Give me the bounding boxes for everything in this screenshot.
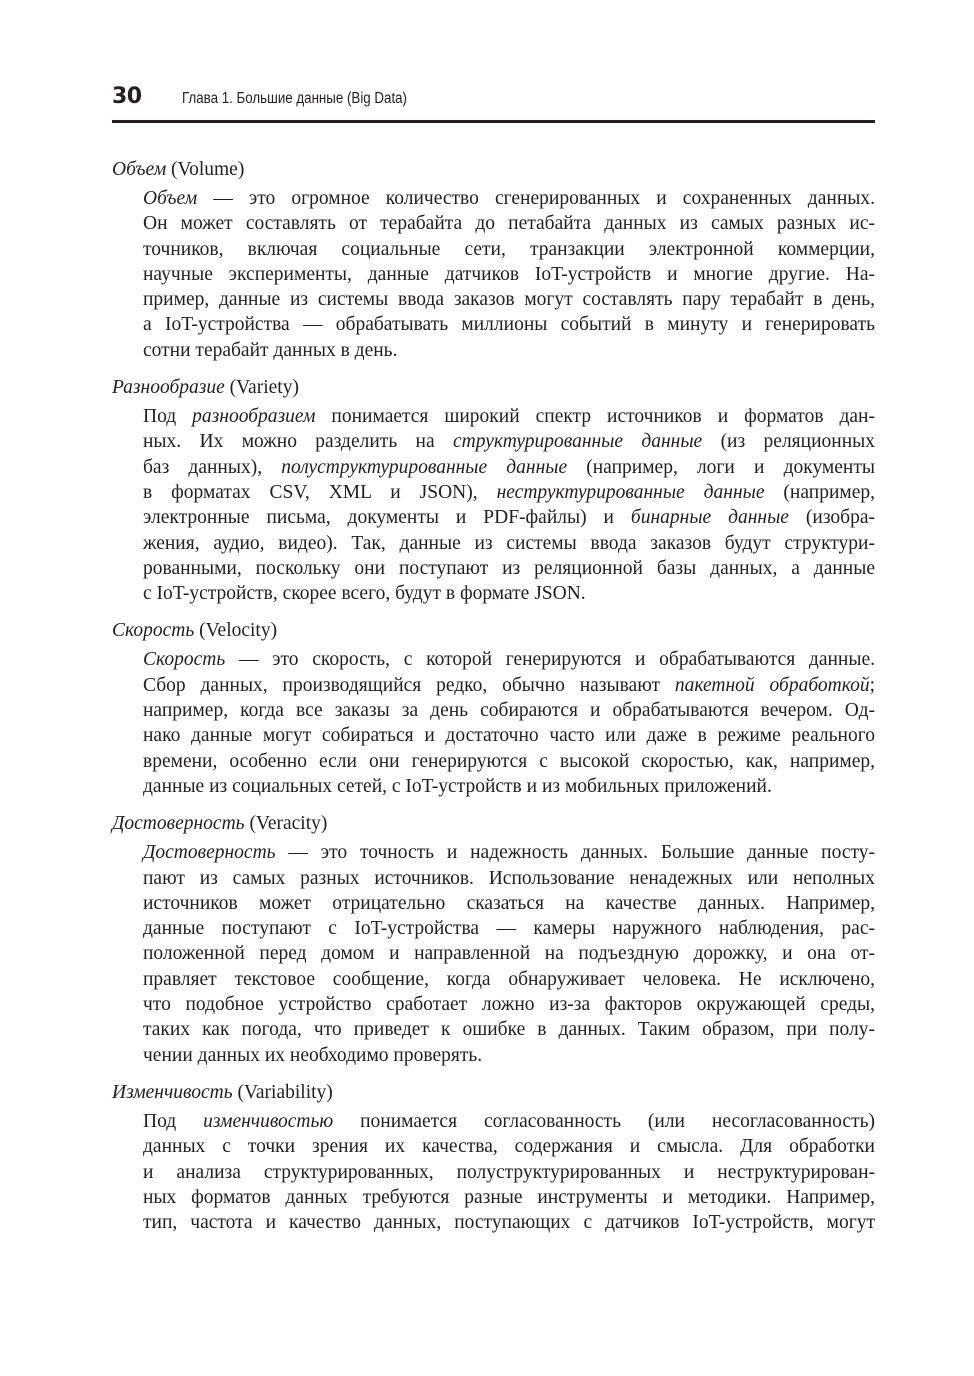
text-line: [143, 774, 875, 799]
text-line: [143, 211, 875, 236]
section-variety: [112, 374, 875, 606]
text-line: [143, 1210, 875, 1235]
body-text: положенной перед домом и направленной на подъездную дорожку, и она от-: [143, 943, 875, 965]
body-text: и анализа структурированных, полуструктурированных и неструктурирован-: [143, 1161, 875, 1183]
text-line: [143, 237, 875, 262]
body-text: ных. Их можно разделить на: [143, 431, 453, 453]
text-line: [143, 647, 875, 672]
text-line: [143, 1109, 875, 1134]
body-text: (например, логи и документы: [567, 456, 875, 478]
body-text: — это огромное количество сгенерированных и сохраненных данных.: [197, 188, 875, 209]
body-text: тип, частота и качество данных, поступающих с датчиков IoT-устройств, могут: [143, 1212, 875, 1234]
body-text: данные из социальных сетей, с IoT-устройств и из мобильных приложений.: [143, 775, 772, 797]
body-text: сотни терабайт данных в день.: [143, 339, 398, 361]
body-text: в форматах CSV, XML и JSON),: [143, 481, 497, 503]
body-text: пают из самых разных источников. Использование ненадежных или неполных: [143, 867, 875, 889]
section-variability: [112, 1079, 875, 1235]
emphasis-text: бинарные данные: [630, 507, 789, 529]
text-line: [143, 262, 875, 287]
section-paragraph: [143, 840, 875, 1068]
body-text: например, когда все заказы за день собираются и обрабатываются вечером. Од-: [143, 700, 875, 722]
body-text: с IoT-устройств, скорее всего, будут в формате JSON.: [143, 583, 586, 605]
body-text: ных форматов данных требуются разные инструменты и методики. Например,: [143, 1186, 875, 1208]
section-heading: [112, 156, 875, 183]
text-line: [143, 941, 875, 966]
text-line: [143, 287, 875, 312]
emphasis-text: Достоверность: [143, 842, 276, 864]
section-velocity: [112, 617, 875, 799]
body-text: ;: [869, 674, 876, 696]
text-line: [143, 891, 875, 916]
body-text: (изобра-: [788, 507, 875, 529]
term-russian: Разнообразие: [112, 377, 225, 399]
body-text: данных с точки зрения их качества, содержания и смысла. Для обработки: [143, 1136, 875, 1158]
body-text: — это точность и надежность данных. Большие данные посту-: [275, 842, 875, 864]
section-paragraph: [143, 1109, 875, 1235]
text-line: [143, 866, 875, 891]
text-line: [143, 673, 875, 698]
term-russian: Скорость: [112, 620, 195, 642]
body-text: что подобное устройство сработает ложно из-за факторов окружающей среды,: [143, 994, 875, 1016]
body-text: данные поступают с IoT-устройства — камеры наружного наблюдения, рас-: [143, 918, 875, 940]
page-number: 30: [112, 84, 142, 109]
section-paragraph: [143, 647, 875, 799]
term-russian: Достоверность: [112, 813, 245, 835]
text-line: [143, 840, 875, 865]
term-russian: Объем: [112, 159, 167, 180]
text-line: [143, 1043, 875, 1068]
text-line: [143, 531, 875, 556]
text-line: [143, 312, 875, 337]
section-veracity: [112, 810, 875, 1068]
emphasis-text: изменчивостью: [203, 1110, 334, 1132]
body-text: а IoT-устройства — обрабатывать миллионы событий в минуту и генерировать: [143, 314, 875, 336]
text-line: [143, 992, 875, 1017]
emphasis-text: неструктурированные данные: [496, 481, 765, 503]
text-line: [143, 1185, 875, 1210]
emphasis-text: структурированные данные: [453, 431, 703, 453]
body-text: источников может отрицательно сказаться на качестве данных. Например,: [143, 892, 875, 914]
section-heading: [112, 810, 875, 837]
text-line: [143, 480, 875, 505]
body-text: точников, включая социальные сети, транзакции электронной коммерции,: [143, 238, 875, 260]
body-text: правляет текстовое сообщение, когда обнаруживает человека. Не исключено,: [143, 968, 875, 990]
text-line: [143, 404, 875, 429]
section-heading: [112, 1079, 875, 1106]
section-heading: [112, 374, 875, 401]
body-text: пример, данные из системы ввода заказов могут составлять пару терабайт в день,: [143, 289, 875, 311]
text-line: [143, 556, 875, 581]
text-line: [143, 749, 875, 774]
text-line: [143, 1134, 875, 1159]
body-text: Под: [143, 406, 193, 428]
emphasis-text: пакетной обработкой: [674, 674, 870, 696]
body-text: Он может составлять от терабайта до петабайта данных из самых разных ис-: [143, 213, 875, 235]
section-paragraph: [143, 186, 875, 363]
term-english: (Variety): [229, 377, 299, 399]
running-head: Глава 1. Большие данные (Big Data): [182, 90, 407, 107]
emphasis-text: полуструктурированные данные: [281, 456, 568, 478]
text-line: [143, 698, 875, 723]
emphasis-text: Скорость: [143, 649, 226, 671]
body-text: нако данные могут собираться и достаточно часто или даже в режиме реального: [143, 725, 875, 747]
emphasis-text: Объем: [143, 188, 198, 209]
text-line: [143, 505, 875, 530]
page-header: [112, 84, 875, 123]
section-paragraph: [143, 404, 875, 606]
section-heading: [112, 617, 875, 644]
text-line: [143, 581, 875, 606]
text-line: [143, 186, 875, 211]
text-line: [143, 429, 875, 454]
body-text: электронные письма, документы и PDF-файлы) и: [143, 507, 631, 529]
emphasis-text: разнообразием: [192, 406, 316, 428]
body-text: (из реляционных: [702, 431, 875, 453]
term-english: (Volume): [171, 159, 245, 180]
text-line: [143, 455, 875, 480]
text-line: [143, 338, 875, 363]
text-line: [143, 1017, 875, 1042]
text-line: [143, 1160, 875, 1185]
body-text: — это скорость, с которой генерируются и обрабатываются данные.: [225, 649, 875, 671]
body-text: жения, аудио, видео). Так, данные из системы ввода заказов будут структури-: [143, 532, 875, 554]
text-line: [143, 916, 875, 941]
page-body: [112, 156, 875, 1246]
body-text: рованными, поскольку они поступают из реляционной базы данных, а данные: [143, 557, 875, 579]
body-text: баз данных),: [143, 456, 282, 478]
text-line: [143, 967, 875, 992]
term-english: (Veracity): [249, 813, 328, 835]
term-russian: Изменчивость: [112, 1081, 233, 1103]
body-text: таких как погода, что приведет к ошибке в данных. Таким образом, при полу-: [143, 1019, 875, 1041]
section-volume: [112, 156, 875, 363]
body-text: чении данных их необходимо проверять.: [143, 1044, 483, 1066]
body-text: (например,: [764, 481, 876, 503]
term-english: (Variability): [237, 1081, 333, 1103]
body-text: времени, особенно если они генерируются с высокой скоростью, как, например,: [143, 750, 875, 772]
body-text: понимается широкий спектр источников и форматов дан-: [315, 406, 875, 428]
body-text: Под: [143, 1110, 204, 1132]
body-text: понимается согласованность (или несогласованность): [333, 1110, 875, 1132]
body-text: Сбор данных, производящийся редко, обычно называют: [143, 674, 675, 696]
text-line: [143, 723, 875, 748]
body-text: научные эксперименты, данные датчиков IoT-устройств и многие другие. На-: [143, 263, 875, 285]
term-english: (Velocity): [199, 620, 278, 642]
